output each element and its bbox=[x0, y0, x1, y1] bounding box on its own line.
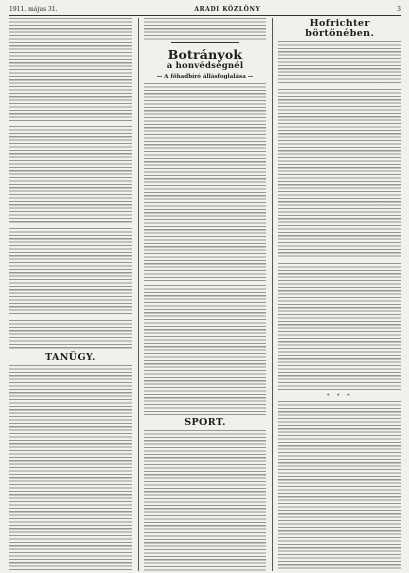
body-text bbox=[9, 228, 132, 316]
columns bbox=[9, 18, 401, 571]
article-title-sport: SPORT. bbox=[184, 417, 226, 429]
article-subtitle-botranyok: — A főhadbíró állásfoglalása — bbox=[156, 74, 254, 81]
column-left bbox=[9, 18, 132, 571]
body-text bbox=[278, 401, 401, 571]
body-text bbox=[9, 365, 132, 571]
article-title-botranyok bbox=[144, 48, 267, 71]
section-break: * * * bbox=[326, 392, 353, 399]
body-text bbox=[144, 285, 267, 415]
paper-name: ARADI KÖZLÖNY bbox=[194, 6, 261, 13]
divider bbox=[171, 42, 238, 43]
body-text bbox=[144, 18, 267, 40]
title-line-2: a honvédségnél bbox=[166, 61, 244, 72]
body-text bbox=[9, 126, 132, 224]
page-header bbox=[9, 6, 401, 16]
column-right bbox=[272, 18, 401, 571]
issue-date: 1911. május 31. bbox=[9, 6, 58, 13]
article-title-hofrichter: Hofrichter börtönében. bbox=[305, 18, 375, 39]
article-title-tanugy: TANÜGY. bbox=[45, 352, 96, 363]
body-text bbox=[278, 41, 401, 85]
column-middle bbox=[138, 18, 267, 571]
body-text bbox=[9, 320, 132, 350]
body-text bbox=[9, 18, 132, 122]
title-line-1: Botrányok bbox=[167, 47, 243, 62]
body-text bbox=[144, 83, 267, 281]
body-text bbox=[278, 89, 401, 259]
body-text bbox=[278, 263, 401, 391]
body-text bbox=[144, 430, 267, 571]
page-number: 3 bbox=[397, 6, 401, 13]
